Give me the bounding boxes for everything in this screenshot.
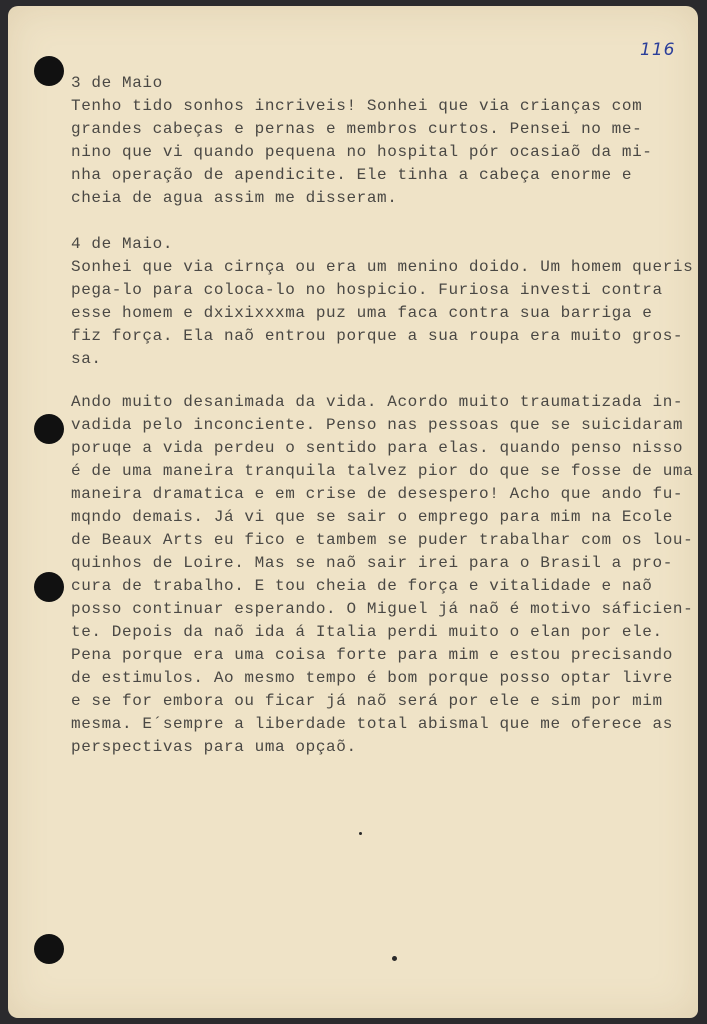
page-number: 116	[640, 40, 676, 60]
text-line: vadida pelo inconciente. Penso nas pessoas que se suicidaram	[71, 416, 684, 434]
binder-hole	[34, 934, 64, 964]
paper-page	[8, 6, 698, 1018]
binder-hole	[34, 572, 64, 602]
text-line: 3 de Maio	[71, 74, 163, 92]
text-line: posso continuar esperando. O Miguel já naõ é motivo sáficien-	[71, 600, 694, 618]
text-line: te. Depois da naõ ida á Italia perdi muito o elan por ele.	[71, 623, 663, 641]
diary-entry-may-4	[71, 233, 694, 371]
text-line: Pena porque era uma coisa forte para mim e estou precisando	[71, 646, 673, 664]
text-line: fiz força. Ela naõ entrou porque a sua roupa era muito gros-	[71, 327, 684, 345]
ink-speck	[359, 832, 362, 835]
text-line: pega-lo para coloca-lo no hospicio. Furiosa investi contra	[71, 281, 663, 299]
text-line: é de uma maneira tranquila talvez pior do que se fosse de uma	[71, 462, 694, 480]
text-line: mqndo demais. Já vi que se sair o emprego para mim na Ecole	[71, 508, 673, 526]
text-line: nino que vi quando pequena no hospital pór ocasiaõ da mi-	[71, 143, 653, 161]
text-line: perspectivas para uma opçaõ.	[71, 738, 357, 756]
text-line: sa.	[71, 350, 102, 368]
text-line: de Beaux Arts eu fico e tambem se puder trabalhar com os lou-	[71, 531, 694, 549]
text-line: de estimulos. Ao mesmo tempo é bom porque posso optar livre	[71, 669, 673, 687]
text-line: mesma. E´sempre a liberdade total abismal que me oferece as	[71, 715, 673, 733]
text-line: Sonhei que via cirnça ou era um menino doido. Um homem queris	[71, 258, 694, 276]
text-line: quinhos de Loire. Mas se naõ sair irei para o Brasil a pro-	[71, 554, 673, 572]
text-line: 4 de Maio.	[71, 235, 174, 253]
text-line: maneira dramatica e em crise de desespero! Acho que ando fu-	[71, 485, 684, 503]
text-line: Tenho tido sonhos incriveis! Sonhei que via crianças com	[71, 97, 643, 115]
ink-speck	[392, 956, 397, 961]
text-line: grandes cabeças e pernas e membros curtos. Pensei no me-	[71, 120, 643, 138]
text-line: Ando muito desanimada da vida. Acordo muito traumatizada in-	[71, 393, 684, 411]
diary-entry-may-3	[71, 72, 691, 210]
text-line: nha operação de apendicite. Ele tinha a cabeça enorme e	[71, 166, 633, 184]
binder-hole	[34, 56, 64, 86]
text-line: esse homem e dxixixxxma puz uma faca contra sua barriga e	[71, 304, 653, 322]
diary-entry-reflection	[71, 391, 694, 759]
binder-hole	[34, 414, 64, 444]
text-line: e se for embora ou ficar já naõ será por ele e sim por mim	[71, 692, 663, 710]
text-line: cheia de agua assim me disseram.	[71, 189, 398, 207]
text-line: cura de trabalho. E tou cheia de força e vitalidade e naõ	[71, 577, 653, 595]
text-line: poruqe a vida perdeu o sentido para elas. quando penso nisso	[71, 439, 684, 457]
